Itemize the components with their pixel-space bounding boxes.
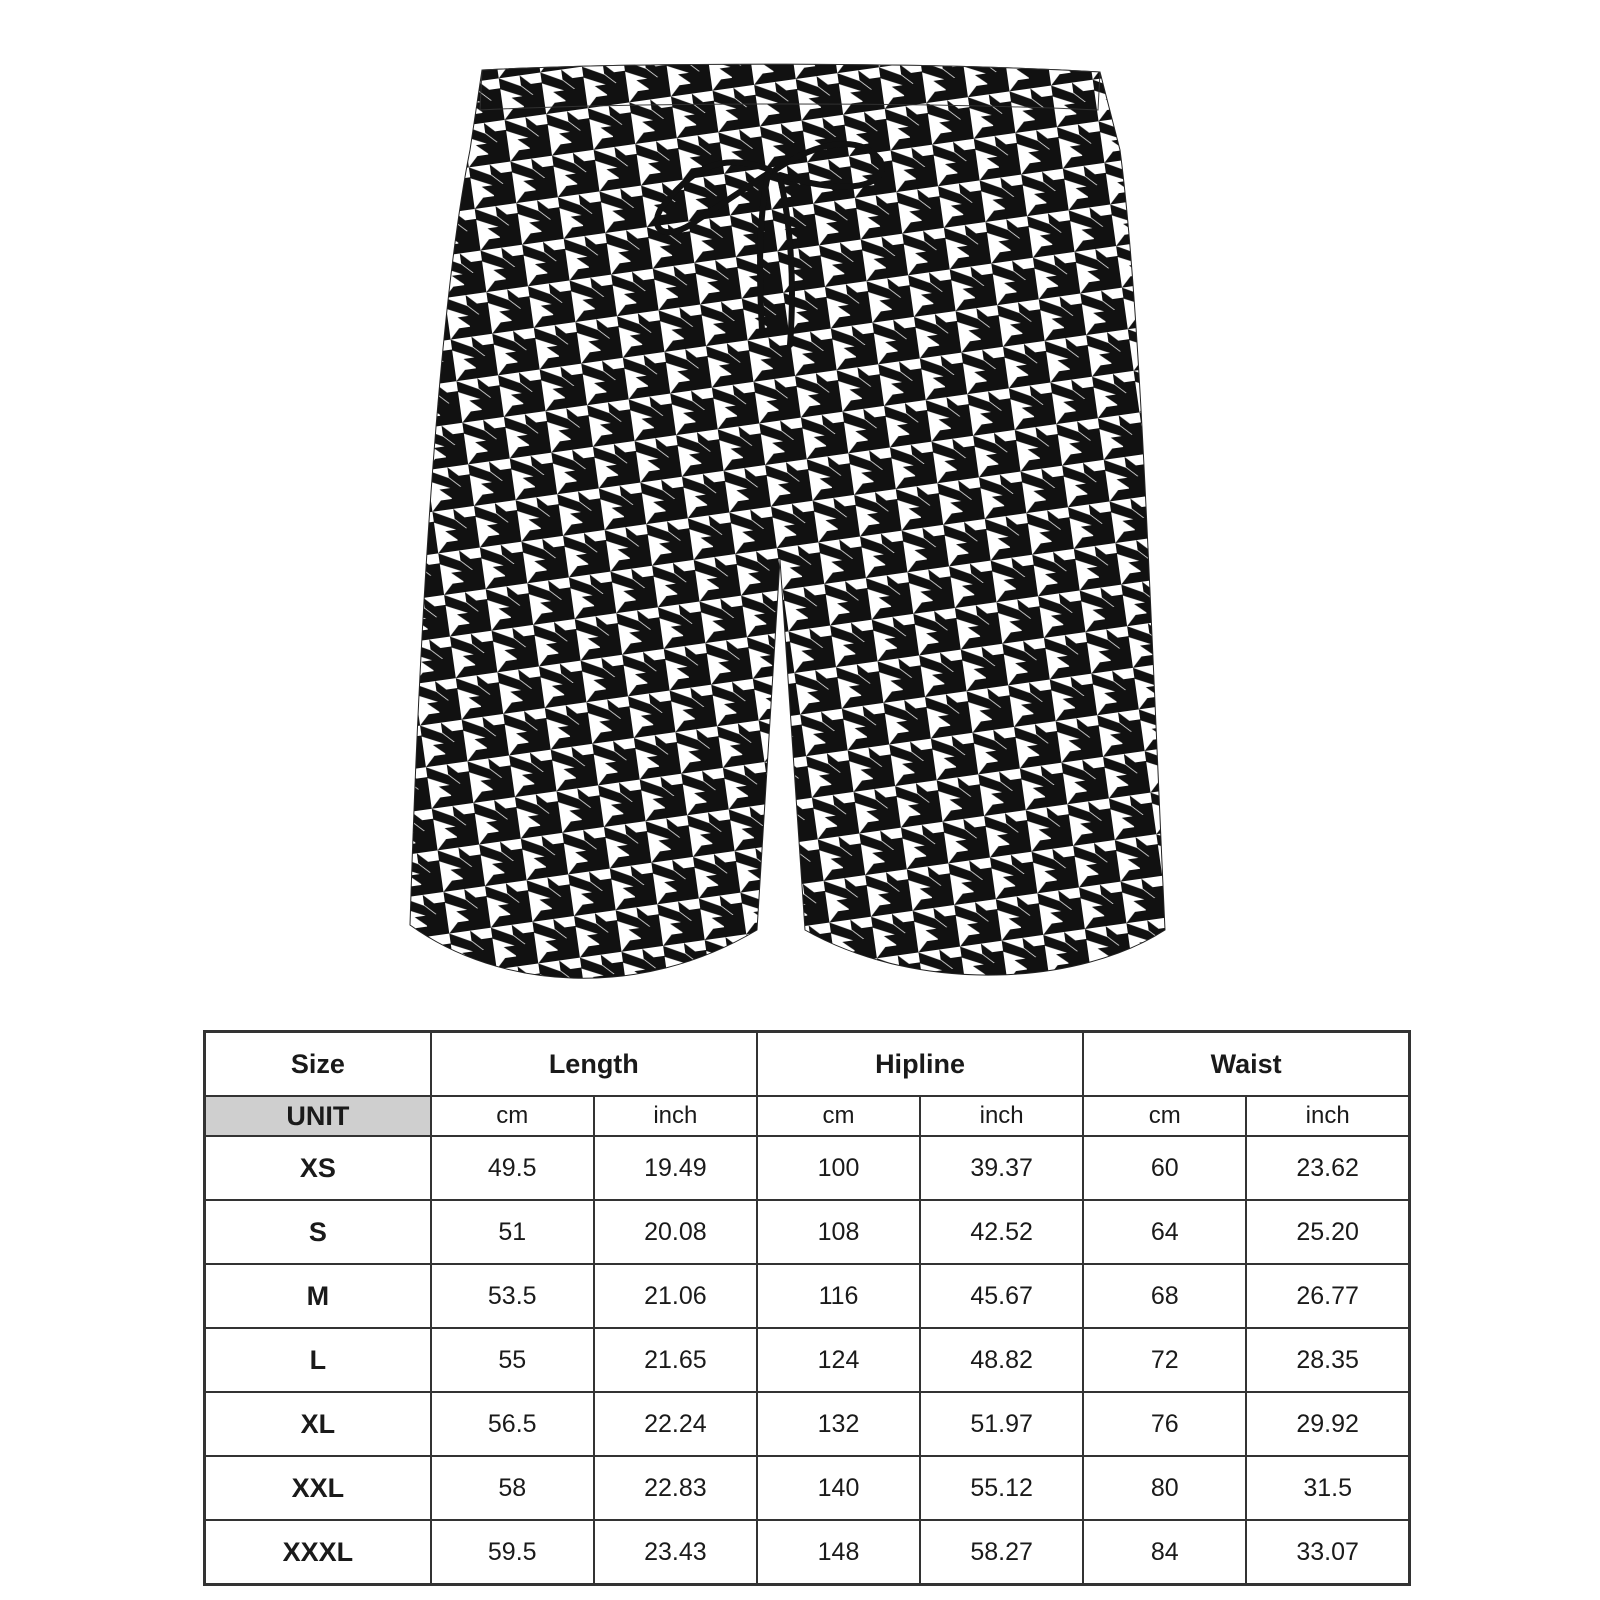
table-cell: 51 — [431, 1200, 594, 1264]
table-cell: 80 — [1083, 1456, 1246, 1520]
table-cell: 19.49 — [594, 1136, 757, 1200]
header-size: Size — [205, 1032, 431, 1097]
unit-cell: cm — [757, 1096, 920, 1136]
table-cell: 45.67 — [920, 1264, 1083, 1328]
table-cell: 132 — [757, 1392, 920, 1456]
table-cell: 23.43 — [594, 1520, 757, 1585]
table-cell: 26.77 — [1246, 1264, 1409, 1328]
table-cell: 21.65 — [594, 1328, 757, 1392]
unit-cell: inch — [1246, 1096, 1409, 1136]
size-cell: L — [205, 1328, 431, 1392]
table-cell: 59.5 — [431, 1520, 594, 1585]
size-chart-table — [203, 1030, 1411, 1586]
waistband — [480, 64, 1100, 110]
table-cell: 76 — [1083, 1392, 1246, 1456]
table-cell: 31.5 — [1246, 1456, 1409, 1520]
table-cell: 64 — [1083, 1200, 1246, 1264]
table-cell: 140 — [757, 1456, 920, 1520]
unit-cell: inch — [594, 1096, 757, 1136]
table-cell: 68 — [1083, 1264, 1246, 1328]
header-length: Length — [431, 1032, 757, 1097]
size-cell: XS — [205, 1136, 431, 1200]
table-row — [205, 1200, 1410, 1264]
unit-cell: inch — [920, 1096, 1083, 1136]
table-cell: 56.5 — [431, 1392, 594, 1456]
header-row — [205, 1032, 1410, 1097]
table-cell: 23.62 — [1246, 1136, 1409, 1200]
table-cell: 58 — [431, 1456, 594, 1520]
table-cell: 55.12 — [920, 1456, 1083, 1520]
size-cell: M — [205, 1264, 431, 1328]
size-cell: S — [205, 1200, 431, 1264]
table-cell: 33.07 — [1246, 1520, 1409, 1585]
table-cell: 49.5 — [431, 1136, 594, 1200]
table-cell: 39.37 — [920, 1136, 1083, 1200]
table-cell: 72 — [1083, 1328, 1246, 1392]
table-cell: 58.27 — [920, 1520, 1083, 1585]
table-cell: 51.97 — [920, 1392, 1083, 1456]
unit-label: UNIT — [205, 1096, 431, 1136]
table-cell: 148 — [757, 1520, 920, 1585]
table-cell: 22.24 — [594, 1392, 757, 1456]
table-row — [205, 1456, 1410, 1520]
unit-row — [205, 1096, 1410, 1136]
table-row — [205, 1328, 1410, 1392]
table-cell: 100 — [757, 1136, 920, 1200]
table-cell: 84 — [1083, 1520, 1246, 1585]
table-row — [205, 1264, 1410, 1328]
table-cell: 25.20 — [1246, 1200, 1409, 1264]
size-cell: XXL — [205, 1456, 431, 1520]
table-cell: 116 — [757, 1264, 920, 1328]
size-cell: XL — [205, 1392, 431, 1456]
header-hipline: Hipline — [757, 1032, 1083, 1097]
unit-cell: cm — [1083, 1096, 1246, 1136]
table-cell: 55 — [431, 1328, 594, 1392]
table-cell: 60 — [1083, 1136, 1246, 1200]
table-cell: 124 — [757, 1328, 920, 1392]
table-row — [205, 1520, 1410, 1585]
table-row — [205, 1136, 1410, 1200]
table-cell: 53.5 — [431, 1264, 594, 1328]
table-cell: 108 — [757, 1200, 920, 1264]
table-cell: 28.35 — [1246, 1328, 1409, 1392]
size-cell: XXXL — [205, 1520, 431, 1585]
table-row — [205, 1392, 1410, 1456]
table-cell: 20.08 — [594, 1200, 757, 1264]
table-cell: 21.06 — [594, 1264, 757, 1328]
unit-cell: cm — [431, 1096, 594, 1136]
table-cell: 29.92 — [1246, 1392, 1409, 1456]
table-cell: 42.52 — [920, 1200, 1083, 1264]
table-cell: 22.83 — [594, 1456, 757, 1520]
header-waist: Waist — [1083, 1032, 1409, 1097]
table-cell: 48.82 — [920, 1328, 1083, 1392]
